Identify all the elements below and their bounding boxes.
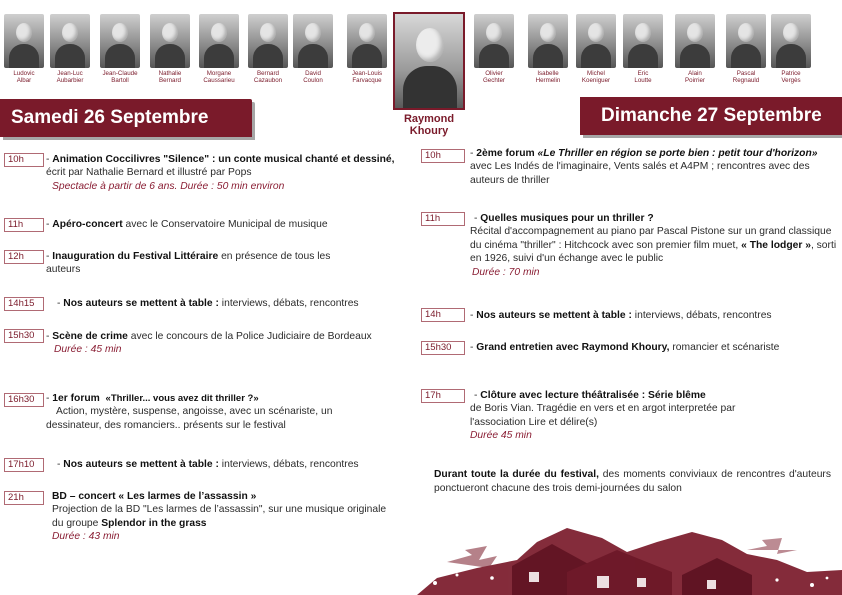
author-last-name: Cazaubon [253,77,283,85]
event-description: en présence de tous les auteurs [46,251,331,276]
author-last-name: Vergès [781,77,801,85]
sunday-banner: Dimanche 27 Septembre [580,97,842,135]
author-last-name: Albar [16,77,32,85]
author-last-name: Gechter [482,77,505,85]
author-first-name: Olivier [485,70,503,77]
event-title: Nos auteurs se mettent à table : [476,310,632,321]
author-photo [726,14,766,68]
author-portrait [4,14,44,84]
author-photo [347,14,387,68]
author-portrait [248,14,288,84]
event-duration: Spectacle à partir de 6 ans. Durée : 50 min environ [52,180,285,192]
author-last-name: Bernard [158,77,181,85]
time-slot: 10h [421,149,465,163]
event-title: Scène de crime [52,331,128,342]
author-first-name: Bernard [256,70,279,77]
schedule-event [470,147,825,187]
event-description: Récital d'accompagnement au piano par Pascal Pistone sur un grand classique du cinéma "thriller" : Hitchcock avec son premier film muet, [470,226,832,251]
event-title: 1er forum [52,393,100,404]
time-slot: 16h30 [4,393,44,407]
event-film: « The lodger » [741,239,811,251]
schedule-event [46,218,411,231]
author-first-name: Ludovic [13,70,35,77]
author-last-name: Coulon [303,77,323,85]
author-photo [4,14,44,68]
author-last-name: Koeniguer [581,77,611,85]
schedule-event [57,458,417,471]
event-duration: Durée : 43 min [52,531,120,543]
author-portrait [726,14,766,84]
event-dash: - [470,342,477,353]
author-portrait [150,14,190,84]
author-photo [293,14,333,68]
author-last-name: Poirrier [685,77,705,85]
event-dash: - [470,148,477,159]
event-title: Grand entretien avec Raymond Khoury, [476,342,670,353]
author-last-name: Aubarbier [56,77,84,85]
author-photo [528,14,568,68]
event-dash: - [57,298,64,309]
schedule-event [470,341,790,354]
time-slot: 14h15 [4,297,44,311]
author-last-name: Caussarieu [203,77,235,85]
author-photo [50,14,90,68]
saturday-banner: Samedi 26 Septembre [0,99,252,137]
time-slot: 15h30 [4,329,44,343]
event-duration: Durée : 45 min [54,344,122,356]
author-photo [576,14,616,68]
author-first-name: Jean-Luc [57,70,83,77]
event-description: Action, mystère, suspense, angoisse, avec un scénariste, un dessinateur, des romanciers.. présents sur le festival [46,406,333,431]
author-first-name: Jean-Louis [351,70,383,77]
author-first-name: Nathalie [158,70,182,77]
event-description: romancier et scénariste [669,342,780,353]
event-dash: - [46,251,53,262]
event-description: avec le concours de la Police Judiciaire de Bordeaux [127,331,372,342]
author-last-name: Loutte [634,77,652,85]
author-first-name: Michel [587,70,605,77]
note-text: des moments conviviaux de rencontres d'auteurs ponctueront chacune des trois demi-journées du salon [434,469,832,494]
event-dash: - [57,459,64,470]
schedule-event [46,250,346,277]
author-first-name: David [305,70,321,77]
event-subtitle: «Thriller... vous avez dit thriller ?» [105,393,259,404]
author-portrait [623,14,663,84]
schedule-event [46,330,376,357]
event-description: avec le Conservatoire Municipal de musique [122,219,328,230]
time-slot: 11h [4,218,44,232]
author-photo [771,14,811,68]
featured-author-photo [393,12,465,110]
event-description: de Boris Vian. Tragédie en vers et en argot interpretée par l'association Lire et délire(s) [470,403,736,428]
author-portrait [576,14,616,84]
author-photo [100,14,140,68]
schedule-event [470,309,840,322]
event-description: avec Les Indés de l'imaginaire, Vents salés et A4PM ; rencontres avec des auteurs de thriller [470,161,810,186]
author-first-name: Patrice [781,70,801,77]
event-band: Splendor in the grass [101,517,207,529]
event-dash: - [474,213,481,224]
time-slot: 10h [4,153,44,167]
schedule-event [46,392,376,432]
author-portrait [528,14,568,84]
featured-last-name: Khoury [409,125,449,137]
author-first-name: Pascal [736,70,756,77]
event-title: BD – concert « Les larmes de l’assassin » [52,491,257,502]
event-title: Clôture avec lecture théâtralisée : Série blême [480,390,706,401]
author-portrait [50,14,90,84]
author-first-name: Eric [637,70,649,77]
event-dash: - [470,310,477,321]
event-duration: Durée 45 min [470,430,532,442]
author-portrait [675,14,715,84]
author-portrait [771,14,811,84]
event-description: Projection de la BD "Les larmes de l’assassin", sur une musique originale du groupe [52,504,387,529]
event-dash: - [46,154,53,165]
author-portrait [199,14,239,84]
event-title: Quelles musiques pour un thriller ? [480,213,654,224]
author-photo [248,14,288,68]
event-duration: Durée : 70 min [472,266,540,278]
featured-first-name: Raymond [403,113,455,125]
event-description-end: , sorti en 1926, suivi d'un échange avec le public [470,239,837,265]
time-slot: 12h [4,250,44,264]
author-portrait [347,14,387,84]
time-slot: 14h [421,308,465,322]
author-photo [623,14,663,68]
event-title: Animation Coccilivres "Silence" : un conte musical chanté et dessiné, [52,154,395,165]
schedule-event [57,297,417,310]
event-title: Nos auteurs se mettent à table : [63,459,219,470]
author-last-name: Farvacque [352,77,382,85]
author-first-name: Isabelle [537,70,559,77]
author-last-name: Regnauld [732,77,760,85]
event-dash: - [46,219,53,230]
author-portrait [293,14,333,84]
time-slot: 15h30 [421,341,465,355]
event-dash: - [46,393,53,404]
village-illustration [417,520,842,595]
author-photo [474,14,514,68]
time-slot: 21h [4,491,44,505]
schedule-event [470,389,790,443]
author-photo [150,14,190,68]
event-description: écrit par Nathalie Bernard et illustré par Pops [46,167,252,179]
event-title: Inauguration du Festival Littéraire [52,251,219,262]
note-lead: Durant toute la durée du festival, [434,469,599,480]
author-photo [199,14,239,68]
event-description: interviews, débats, rencontres [218,459,359,470]
event-dash: - [474,390,481,401]
time-slot: 17h10 [4,458,44,472]
author-portrait [100,14,140,84]
schedule-event [46,153,411,193]
time-slot: 17h [421,389,465,403]
event-subtitle: «Le Thriller en région se porte bien : petit tour d'horizon» [537,148,818,159]
schedule-event [52,490,397,544]
event-description: interviews, débats, rencontres [218,298,359,309]
event-dash: - [46,331,53,342]
festival-note [434,468,831,496]
author-last-name: Bartoll [111,77,129,85]
author-portrait [474,14,514,84]
event-description: interviews, débats, rencontres [631,310,772,321]
author-first-name: Jean-Claude [102,70,138,77]
event-title: 2ème forum [476,148,535,159]
author-first-name: Morgane [206,70,232,77]
author-first-name: Alain [688,70,702,77]
featured-author [393,12,465,137]
author-photo [675,14,715,68]
author-last-name: Hermelin [535,77,561,85]
event-title: Nos auteurs se mettent à table : [63,298,219,309]
event-title: Apéro-concert [52,219,123,230]
time-slot: 11h [421,212,465,226]
schedule-event [470,212,840,279]
